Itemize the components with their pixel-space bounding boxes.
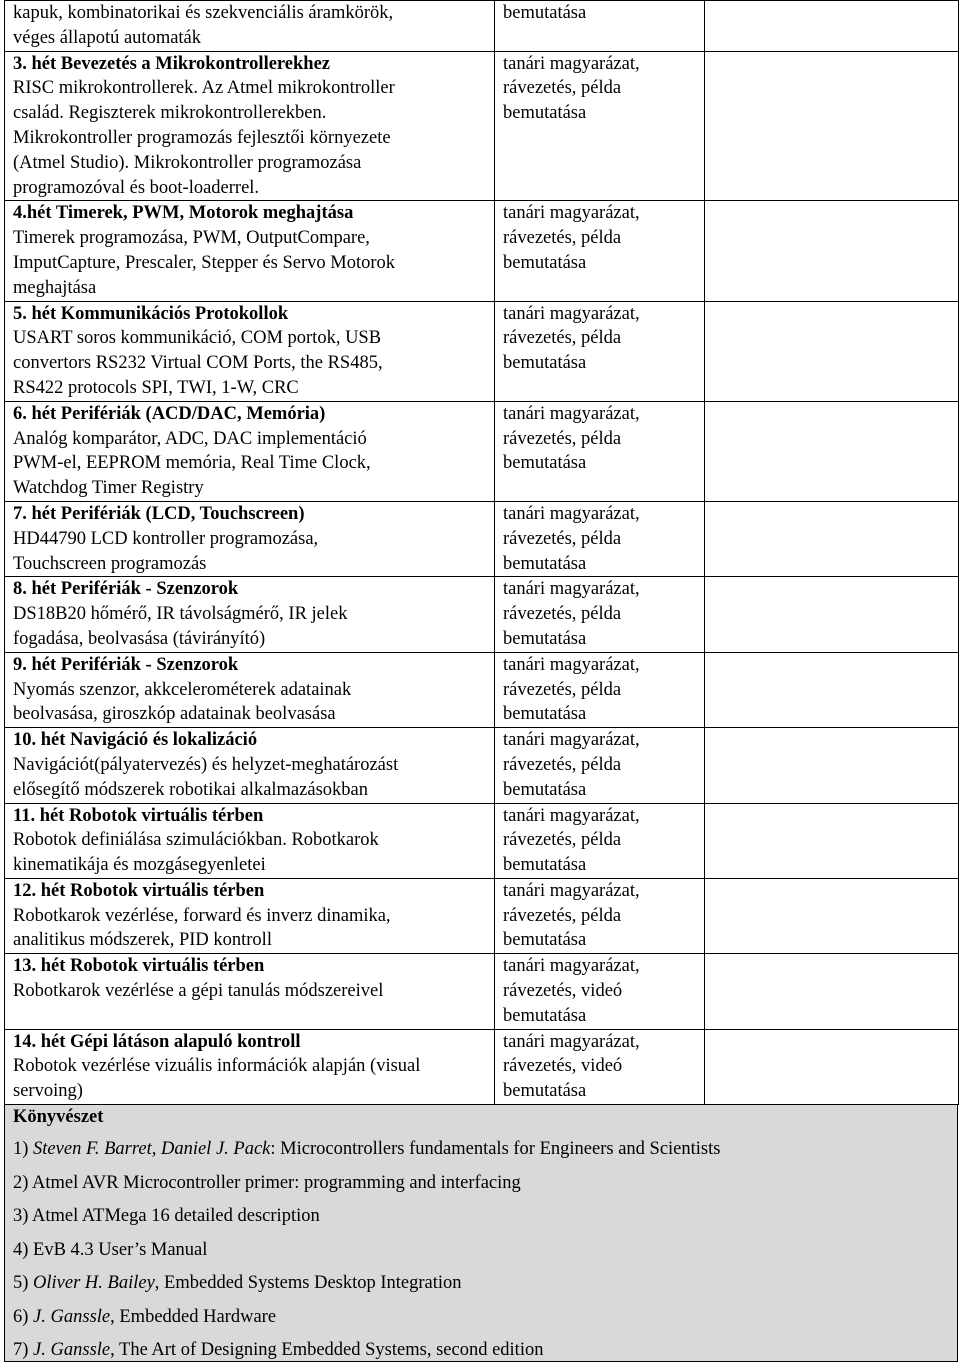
week-notes-cell <box>705 51 959 201</box>
week-notes-cell <box>705 652 959 727</box>
week-method-line: tanári magyarázat, <box>503 503 640 524</box>
week-title: 13. hét Robotok virtuális térben <box>13 956 265 977</box>
week-notes-cell <box>705 401 959 501</box>
week-topic-line: convertors RS232 Virtual COM Ports, the RS485, <box>13 353 383 374</box>
week-method-line: rávezetés, példa <box>503 328 622 349</box>
bibliography-item-title: EvB 4.3 User’s Manual <box>33 1239 208 1260</box>
bibliography-item-number: 6) <box>13 1306 34 1327</box>
week-topic-line: Robotkarok vezérlése, forward és inverz dinamika, <box>13 905 391 926</box>
week-method-line: rávezetés, példa <box>503 78 622 99</box>
bibliography-item-number: 2) <box>13 1172 33 1193</box>
week-topic-line: meghajtása <box>13 277 97 298</box>
bibliography-item-separator: : <box>270 1139 281 1160</box>
bibliography-item-author: J. Ganssle <box>33 1306 111 1327</box>
week-method-line: tanári magyarázat, <box>503 579 640 600</box>
week-method-line: rávezetés, példa <box>503 604 622 625</box>
week-method-line: bemutatása <box>503 1005 587 1026</box>
week-topic-cell <box>5 577 495 652</box>
week-method-cell <box>495 501 705 576</box>
week-notes-cell <box>705 803 959 878</box>
week-topic-line: Watchdog Timer Registry <box>13 478 204 499</box>
week-topic-cell <box>5 51 495 201</box>
bibliography-item <box>13 1305 949 1329</box>
syllabus-page <box>4 0 958 1362</box>
week-row <box>5 1 959 52</box>
week-method-line: rávezetés, példa <box>503 754 622 775</box>
week-method-line: bemutatása <box>503 353 587 374</box>
week-notes-cell <box>705 954 959 1029</box>
week-method-line: tanári magyarázat, <box>503 880 640 901</box>
week-topic-line: Analóg komparátor, ADC, DAC implementáció <box>13 428 367 449</box>
bibliography-item-number: 7) <box>13 1340 34 1361</box>
week-topic-cell <box>5 301 495 401</box>
week-topic-line: (Atmel Studio). Mikrokontroller programozása <box>13 152 362 173</box>
week-method-line: tanári magyarázat, <box>503 303 640 324</box>
bibliography-item <box>13 1137 949 1161</box>
week-notes-cell <box>705 201 959 301</box>
bibliography-item-title: Embedded Systems Desktop Integration <box>164 1273 462 1294</box>
bibliography-item-separator: , <box>110 1340 120 1361</box>
week-topic-line: véges állapotú automaták <box>13 27 202 48</box>
week-title: 7. hét Perifériák (LCD, Touchscreen) <box>13 503 305 524</box>
bibliography-item-number: 5) <box>13 1273 34 1294</box>
week-topic-cell <box>5 878 495 953</box>
week-method-line: bemutatása <box>503 930 587 951</box>
week-topic-line: Navigációt(pályatervezés) és helyzet-meghatározást <box>13 754 399 775</box>
week-title: 12. hét Robotok virtuális térben <box>13 880 265 901</box>
week-method-line: tanári magyarázat, <box>503 654 640 675</box>
week-method-line: rávezetés, videó <box>503 1056 623 1077</box>
week-method-line: rávezetés, példa <box>503 228 622 249</box>
week-title: 8. hét Perifériák - Szenzorok <box>13 579 239 600</box>
week-row <box>5 1029 959 1104</box>
weekly-schedule-table <box>4 0 959 1105</box>
week-method-line: bemutatása <box>503 252 587 273</box>
week-row <box>5 878 959 953</box>
week-topic-line: PWM-el, EEPROM memória, Real Time Clock, <box>13 453 371 474</box>
week-method-cell <box>495 401 705 501</box>
week-title: 9. hét Perifériák - Szenzorok <box>13 654 239 675</box>
week-method-cell <box>495 1029 705 1104</box>
week-topic-line: fogadása, beolvasása (távirányító) <box>13 628 266 649</box>
week-topic-line: Touchscreen programozás <box>13 553 207 574</box>
week-method-line: rávezetés, példa <box>503 428 622 449</box>
week-topic-line: servoing) <box>13 1081 83 1102</box>
week-method-cell <box>495 1 705 52</box>
week-row <box>5 301 959 401</box>
bibliography-item-author: Oliver H. Bailey <box>33 1273 155 1294</box>
bibliography-item <box>13 1271 949 1295</box>
bibliography-item-author: J. Ganssle <box>33 1340 111 1361</box>
bibliography-item <box>13 1338 949 1362</box>
week-method-line: bemutatása <box>503 855 587 876</box>
week-topic-line: RS422 protocols SPI, TWI, 1-W, CRC <box>13 377 299 398</box>
week-topic-line: DS18B20 hőmérő, IR távolságmérő, IR jelek <box>13 604 348 625</box>
week-method-line: bemutatása <box>503 704 587 725</box>
bibliography-item <box>13 1204 949 1228</box>
week-title: 3. hét Bevezetés a Mikrokontrollerekhez <box>13 53 331 74</box>
week-topic-line: Nyomás szenzor, akkcelerométerek adatainak <box>13 679 352 700</box>
bibliography-item-title: Atmel ATMega 16 detailed description <box>32 1206 320 1227</box>
bibliography-item-separator: , <box>110 1306 120 1327</box>
week-topic-line: Robotok vezérlése vizuális információk alapján (visual <box>13 1056 421 1077</box>
week-method-line: tanári magyarázat, <box>503 203 640 224</box>
bibliography-item-title: Microcontrollers fundamentals for Engineers and Scientists <box>280 1139 721 1160</box>
week-row <box>5 577 959 652</box>
week-topic-line: USART soros kommunikáció, COM portok, USB <box>13 328 382 349</box>
week-method-line: rávezetés, példa <box>503 679 622 700</box>
week-method-cell <box>495 878 705 953</box>
bibliography-item <box>13 1171 949 1195</box>
week-row <box>5 728 959 803</box>
week-topic-line: Robotkarok vezérlése a gépi tanulás módszereivel <box>13 981 384 1002</box>
week-topic-line: család. Regiszterek mikrokontrollerekben. <box>13 103 327 124</box>
bibliography-item-separator: , <box>154 1273 165 1294</box>
bibliography-item-title: Atmel AVR Microcontroller primer: programming and interfacing <box>32 1172 521 1193</box>
week-topic-line: programozóval és boot-loaderrel. <box>13 177 260 198</box>
week-notes-cell <box>705 577 959 652</box>
week-notes-cell <box>705 1029 959 1104</box>
week-method-cell <box>495 301 705 401</box>
week-method-line: rávezetés, videó <box>503 981 623 1002</box>
week-topic-line: RISC mikrokontrollerek. Az Atmel mikrokontroller <box>13 78 395 99</box>
week-row <box>5 401 959 501</box>
week-method-line: bemutatása <box>503 453 587 474</box>
week-topic-line: Timerek programozása, PWM, OutputCompare, <box>13 228 370 249</box>
week-topic-line: HD44790 LCD kontroller programozása, <box>13 528 319 549</box>
week-topic-line: kinematikája és mozgásegyenletei <box>13 855 266 876</box>
week-method-line: bemutatása <box>503 628 587 649</box>
week-topic-cell <box>5 201 495 301</box>
week-method-cell <box>495 577 705 652</box>
week-method-line: bemutatása <box>503 1081 587 1102</box>
week-method-line: tanári magyarázat, <box>503 403 640 424</box>
bibliography-item-title: Embedded Hardware <box>119 1306 277 1327</box>
week-topic-cell <box>5 1029 495 1104</box>
week-notes-cell <box>705 501 959 576</box>
week-method-cell <box>495 728 705 803</box>
week-topic-cell <box>5 401 495 501</box>
week-notes-cell <box>705 301 959 401</box>
bibliography-item-author: Steven F. Barret, Daniel J. Pack <box>33 1139 271 1160</box>
week-title: 14. hét Gépi látáson alapuló kontroll <box>13 1031 301 1052</box>
bibliography-title: Könyvészet <box>13 1107 104 1128</box>
bibliography-item-number: 4) <box>13 1239 34 1260</box>
bibliography-item-number: 3) <box>13 1206 33 1227</box>
week-method-line: tanári magyarázat, <box>503 805 640 826</box>
week-topic-cell <box>5 501 495 576</box>
week-topic-line: kapuk, kombinatorikai és szekvenciális áramkörök, <box>13 3 394 23</box>
week-topic-line: Mikrokontroller programozás fejlesztői környezete <box>13 127 391 148</box>
week-method-cell <box>495 803 705 878</box>
bibliography-list <box>13 1137 949 1362</box>
week-row <box>5 501 959 576</box>
week-row <box>5 201 959 301</box>
week-notes-cell <box>705 728 959 803</box>
week-row <box>5 652 959 727</box>
week-method-line: rávezetés, példa <box>503 905 622 926</box>
week-method-cell <box>495 201 705 301</box>
week-method-line: rávezetés, példa <box>503 528 622 549</box>
week-method-cell <box>495 51 705 201</box>
week-title: 10. hét Navigáció és lokalizáció <box>13 730 258 751</box>
week-topic-line: ImputCapture, Prescaler, Stepper és Servo Motorok <box>13 252 396 273</box>
week-topic-line: analitikus módszerek, PID kontroll <box>13 930 272 951</box>
week-method-cell <box>495 954 705 1029</box>
week-topic-cell <box>5 652 495 727</box>
week-title: 5. hét Kommunikációs Protokollok <box>13 303 289 324</box>
week-method-line: tanári magyarázat, <box>503 730 640 751</box>
week-topic-cell <box>5 954 495 1029</box>
week-topic-cell <box>5 803 495 878</box>
week-method-line: bemutatása <box>503 3 587 23</box>
week-notes-cell <box>705 1 959 52</box>
week-title: 11. hét Robotok virtuális térben <box>13 805 264 826</box>
week-method-line: tanári magyarázat, <box>503 1031 640 1052</box>
week-method-line: bemutatása <box>503 779 587 800</box>
week-method-cell <box>495 652 705 727</box>
week-topic-cell <box>5 1 495 52</box>
bibliography-item-title: The Art of Designing Embedded Systems, second edition <box>119 1340 544 1361</box>
week-row <box>5 51 959 201</box>
week-method-line: rávezetés, példa <box>503 830 622 851</box>
bibliography-item <box>13 1238 949 1262</box>
week-row <box>5 954 959 1029</box>
week-topic-cell <box>5 728 495 803</box>
week-method-line: bemutatása <box>503 103 587 124</box>
week-method-line: tanári magyarázat, <box>503 53 640 74</box>
week-title: 4.hét Timerek, PWM, Motorok meghajtása <box>13 203 354 224</box>
week-method-line: tanári magyarázat, <box>503 956 640 977</box>
bibliography-item-number: 1) <box>13 1139 34 1160</box>
week-notes-cell <box>705 878 959 953</box>
bibliography-section <box>4 1105 958 1362</box>
week-title: 6. hét Perifériák (ACD/DAC, Memória) <box>13 403 326 424</box>
week-method-line: bemutatása <box>503 553 587 574</box>
week-topic-line: elősegítő módszerek robotikai alkalmazásokban <box>13 779 368 800</box>
week-topic-line: Robotok definiálása szimulációkban. Robotkarok <box>13 830 379 851</box>
week-row <box>5 803 959 878</box>
week-topic-line: beolvasása, giroszkóp adatainak beolvasása <box>13 704 336 725</box>
week-topic-line <box>13 1004 486 1029</box>
